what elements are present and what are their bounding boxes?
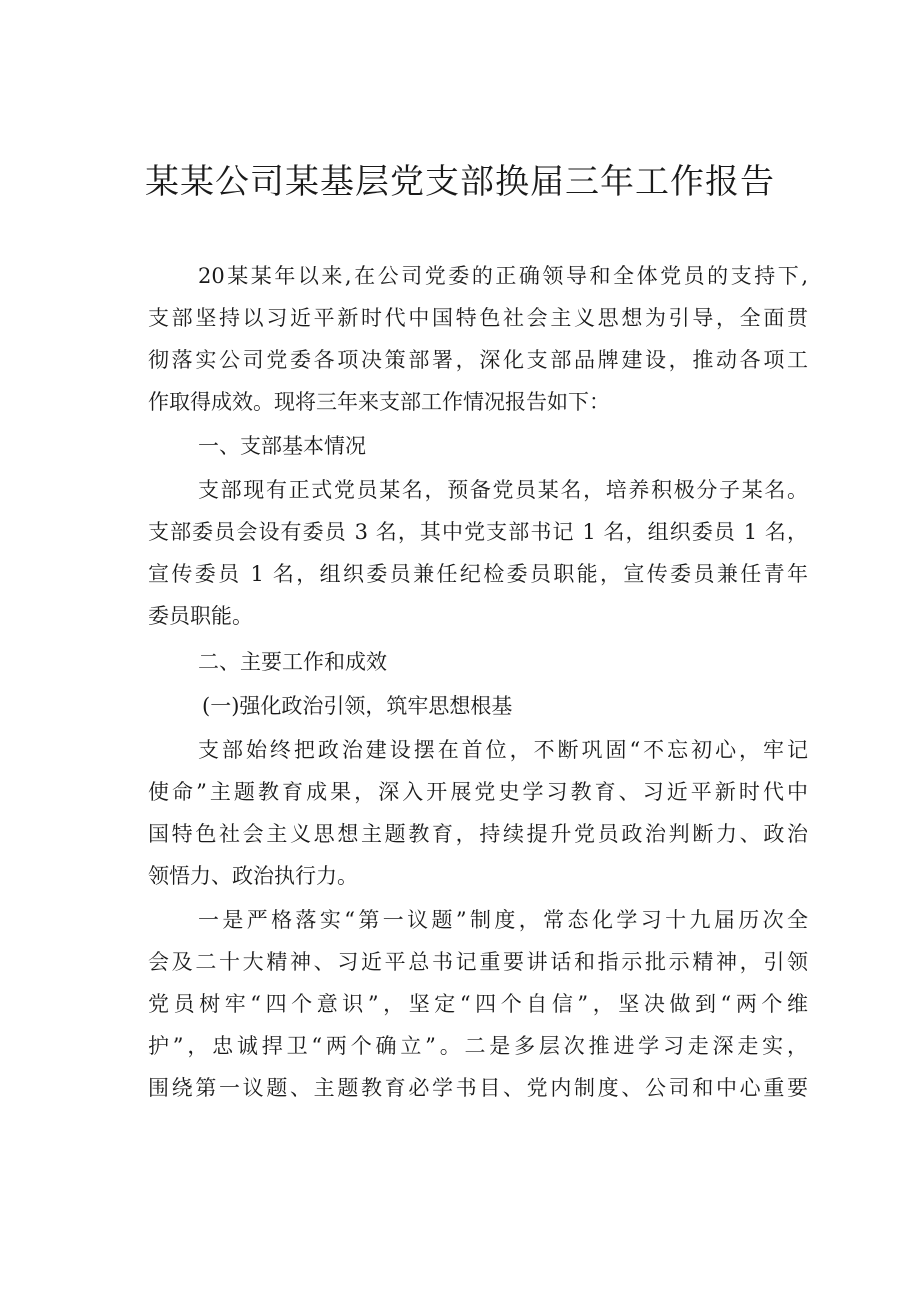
section1-line: 委员职能。 — [148, 604, 253, 628]
document-title: 某某公司某基层党支部换届三年工作报告 — [145, 162, 775, 202]
section2-para2-line: 护”，忠诚捍卫“两个确立”。二是多层次推进学习走深走实， — [148, 1034, 808, 1058]
section1-line: 支部现有正式党员某名，预备党员某名，培养积极分子某名。 — [198, 478, 808, 502]
section2-para1-line: 领悟力、政治执行力。 — [148, 864, 358, 888]
section2-para2-line: 一是严格落实“第一议题”制度，常态化学习十九届历次全 — [198, 908, 808, 932]
section1-line: 宣传委员 1 名，组织委员兼任纪检委员职能，宣传委员兼任青年 — [148, 562, 808, 586]
section-heading-main-work: 二、主要工作和成效 — [198, 650, 387, 674]
section-heading-basic-info: 一、支部基本情况 — [198, 434, 366, 458]
section2-para2-line: 会及二十大精神、习近平总书记重要讲话和指示批示精神，引领 — [148, 950, 808, 974]
section2-para1-line: 支部始终把政治建设摆在首位，不断巩固“不忘初心，牢记 — [198, 738, 808, 762]
section2-para2-line: 党员树牢“四个意识”，坚定“四个自信”，坚决做到“两个维 — [148, 992, 808, 1016]
section2-para2-line: 围绕第一议题、主题教育必学书目、党内制度、公司和中心重要 — [148, 1076, 808, 1100]
intro-line: 彻落实公司党委各项决策部署，深化支部品牌建设，推动各项工 — [148, 348, 808, 372]
intro-line: 20某某年以来,在公司党委的正确领导和全体党员的支持下, — [198, 264, 808, 288]
intro-line: 支部坚持以习近平新时代中国特色社会主义思想为引导，全面贯 — [148, 306, 808, 330]
section2-para1-line: 国特色社会主义思想主题教育，持续提升党员政治判断力、政治 — [148, 822, 808, 846]
intro-line: 作取得成效。现将三年来支部工作情况报告如下： — [148, 390, 610, 414]
section1-line: 支部委员会设有委员 3 名，其中党支部书记 1 名，组织委员 1 名， — [148, 520, 808, 544]
section2-para1-line: 使命”主题教育成果，深入开展党史学习教育、习近平新时代中 — [148, 780, 808, 804]
subsection-heading-political: (一)强化政治引领，筑牢思想根基 — [202, 694, 513, 718]
